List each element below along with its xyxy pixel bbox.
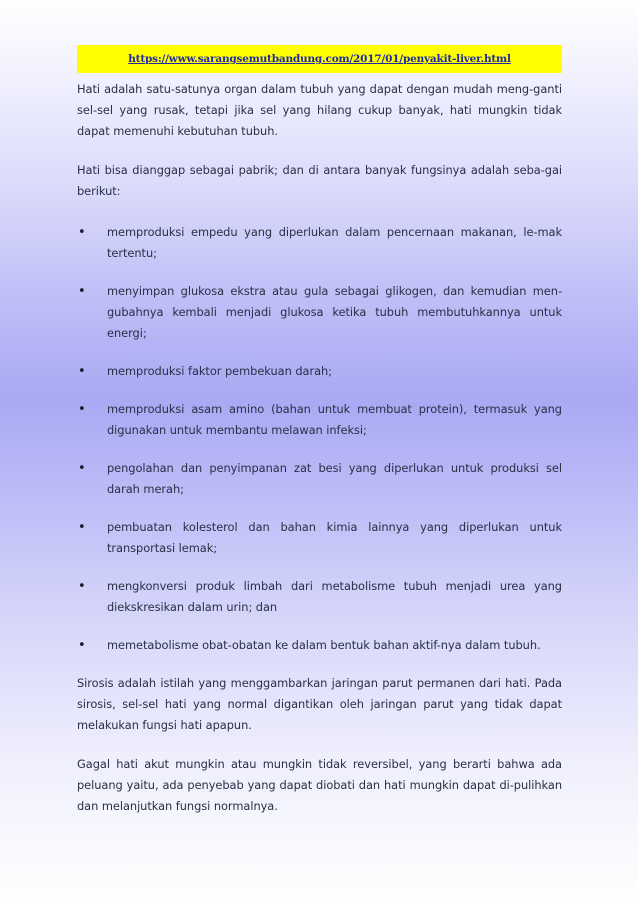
liver-functions-list [77,222,562,656]
list-item [77,458,562,500]
list-item-text: memetabolisme obat-obatan ke dalam bentuk bahan aktif-nya dalam tubuh. [107,638,541,652]
list-item [77,399,562,441]
list-item [77,517,562,559]
source-url-link[interactable]: https://www.sarangsemutbandung.com/2017/01/penyakit-liver.html [128,53,511,65]
list-item-text: mengkonversi produk limbah dari metabolisme tubuh menjadi urea yang diekskresikan dalam urin; dan [107,579,562,614]
list-item-text: memproduksi asam amino (bahan untuk membuat protein), termasuk yang digunakan untuk membantu melawan infeksi; [107,402,562,437]
acute-failure-paragraph: Gagal hati akut mungkin atau mungkin tidak reversibel, yang berarti bahwa ada peluang yaitu, ada penyebab yang dapat diobati dan hati mungkin dapat di-pulihkan dan melanjutkan fungsi normalnya. [77,757,562,813]
list-item-text: pengolahan dan penyimpanan zat besi yang diperlukan untuk produksi sel darah merah; [107,461,562,496]
list-item-text: memproduksi faktor pembekuan darah; [107,364,332,378]
bullet-icon: • [78,638,86,653]
bullet-icon: • [78,364,86,379]
cirrosis-paragraph: Sirosis adalah istilah yang menggambarkan jaringan parut permanen dari hati. Pada sirosis, sel-sel hati yang normal digantikan oleh jaringan parut yang tidak dapat melakukan fungsi hati apapun. [77,676,562,732]
list-item [77,361,562,382]
list-item [77,576,562,618]
list-item [77,635,562,656]
list-item-text: pembuatan kolesterol dan bahan kimia lainnya yang diperlukan untuk transportasi lemak; [107,520,562,555]
url-banner [77,45,562,73]
bullet-icon: • [78,402,86,417]
bullet-icon: • [78,284,86,299]
list-item-text: menyimpan glukosa ekstra atau gula sebagai glikogen, dan kemudian men-gubahnya kembali menjadi glukosa ketika tubuh membutuhkannya untuk energi; [107,284,562,340]
bullet-icon: • [78,461,86,476]
bullet-icon: • [78,579,86,594]
list-item-text: memproduksi empedu yang diperlukan dalam pencernaan makanan, le-mak tertentu; [107,225,562,260]
document-body [77,45,562,817]
intro-paragraph-2: Hati bisa dianggap sebagai pabrik; dan di antara banyak fungsinya adalah seba-gai berikut: [77,163,562,198]
list-item [77,222,562,264]
bullet-icon: • [78,225,86,240]
intro-paragraph-1: Hati adalah satu-satunya organ dalam tubuh yang dapat dengan mudah meng-ganti sel-sel yang rusak, tetapi jika sel yang hilang cukup banyak, hati mungkin tidak dapat memenuhi kebutuhan tubuh. [77,82,562,138]
bullet-icon: • [78,520,86,535]
list-item [77,281,562,344]
